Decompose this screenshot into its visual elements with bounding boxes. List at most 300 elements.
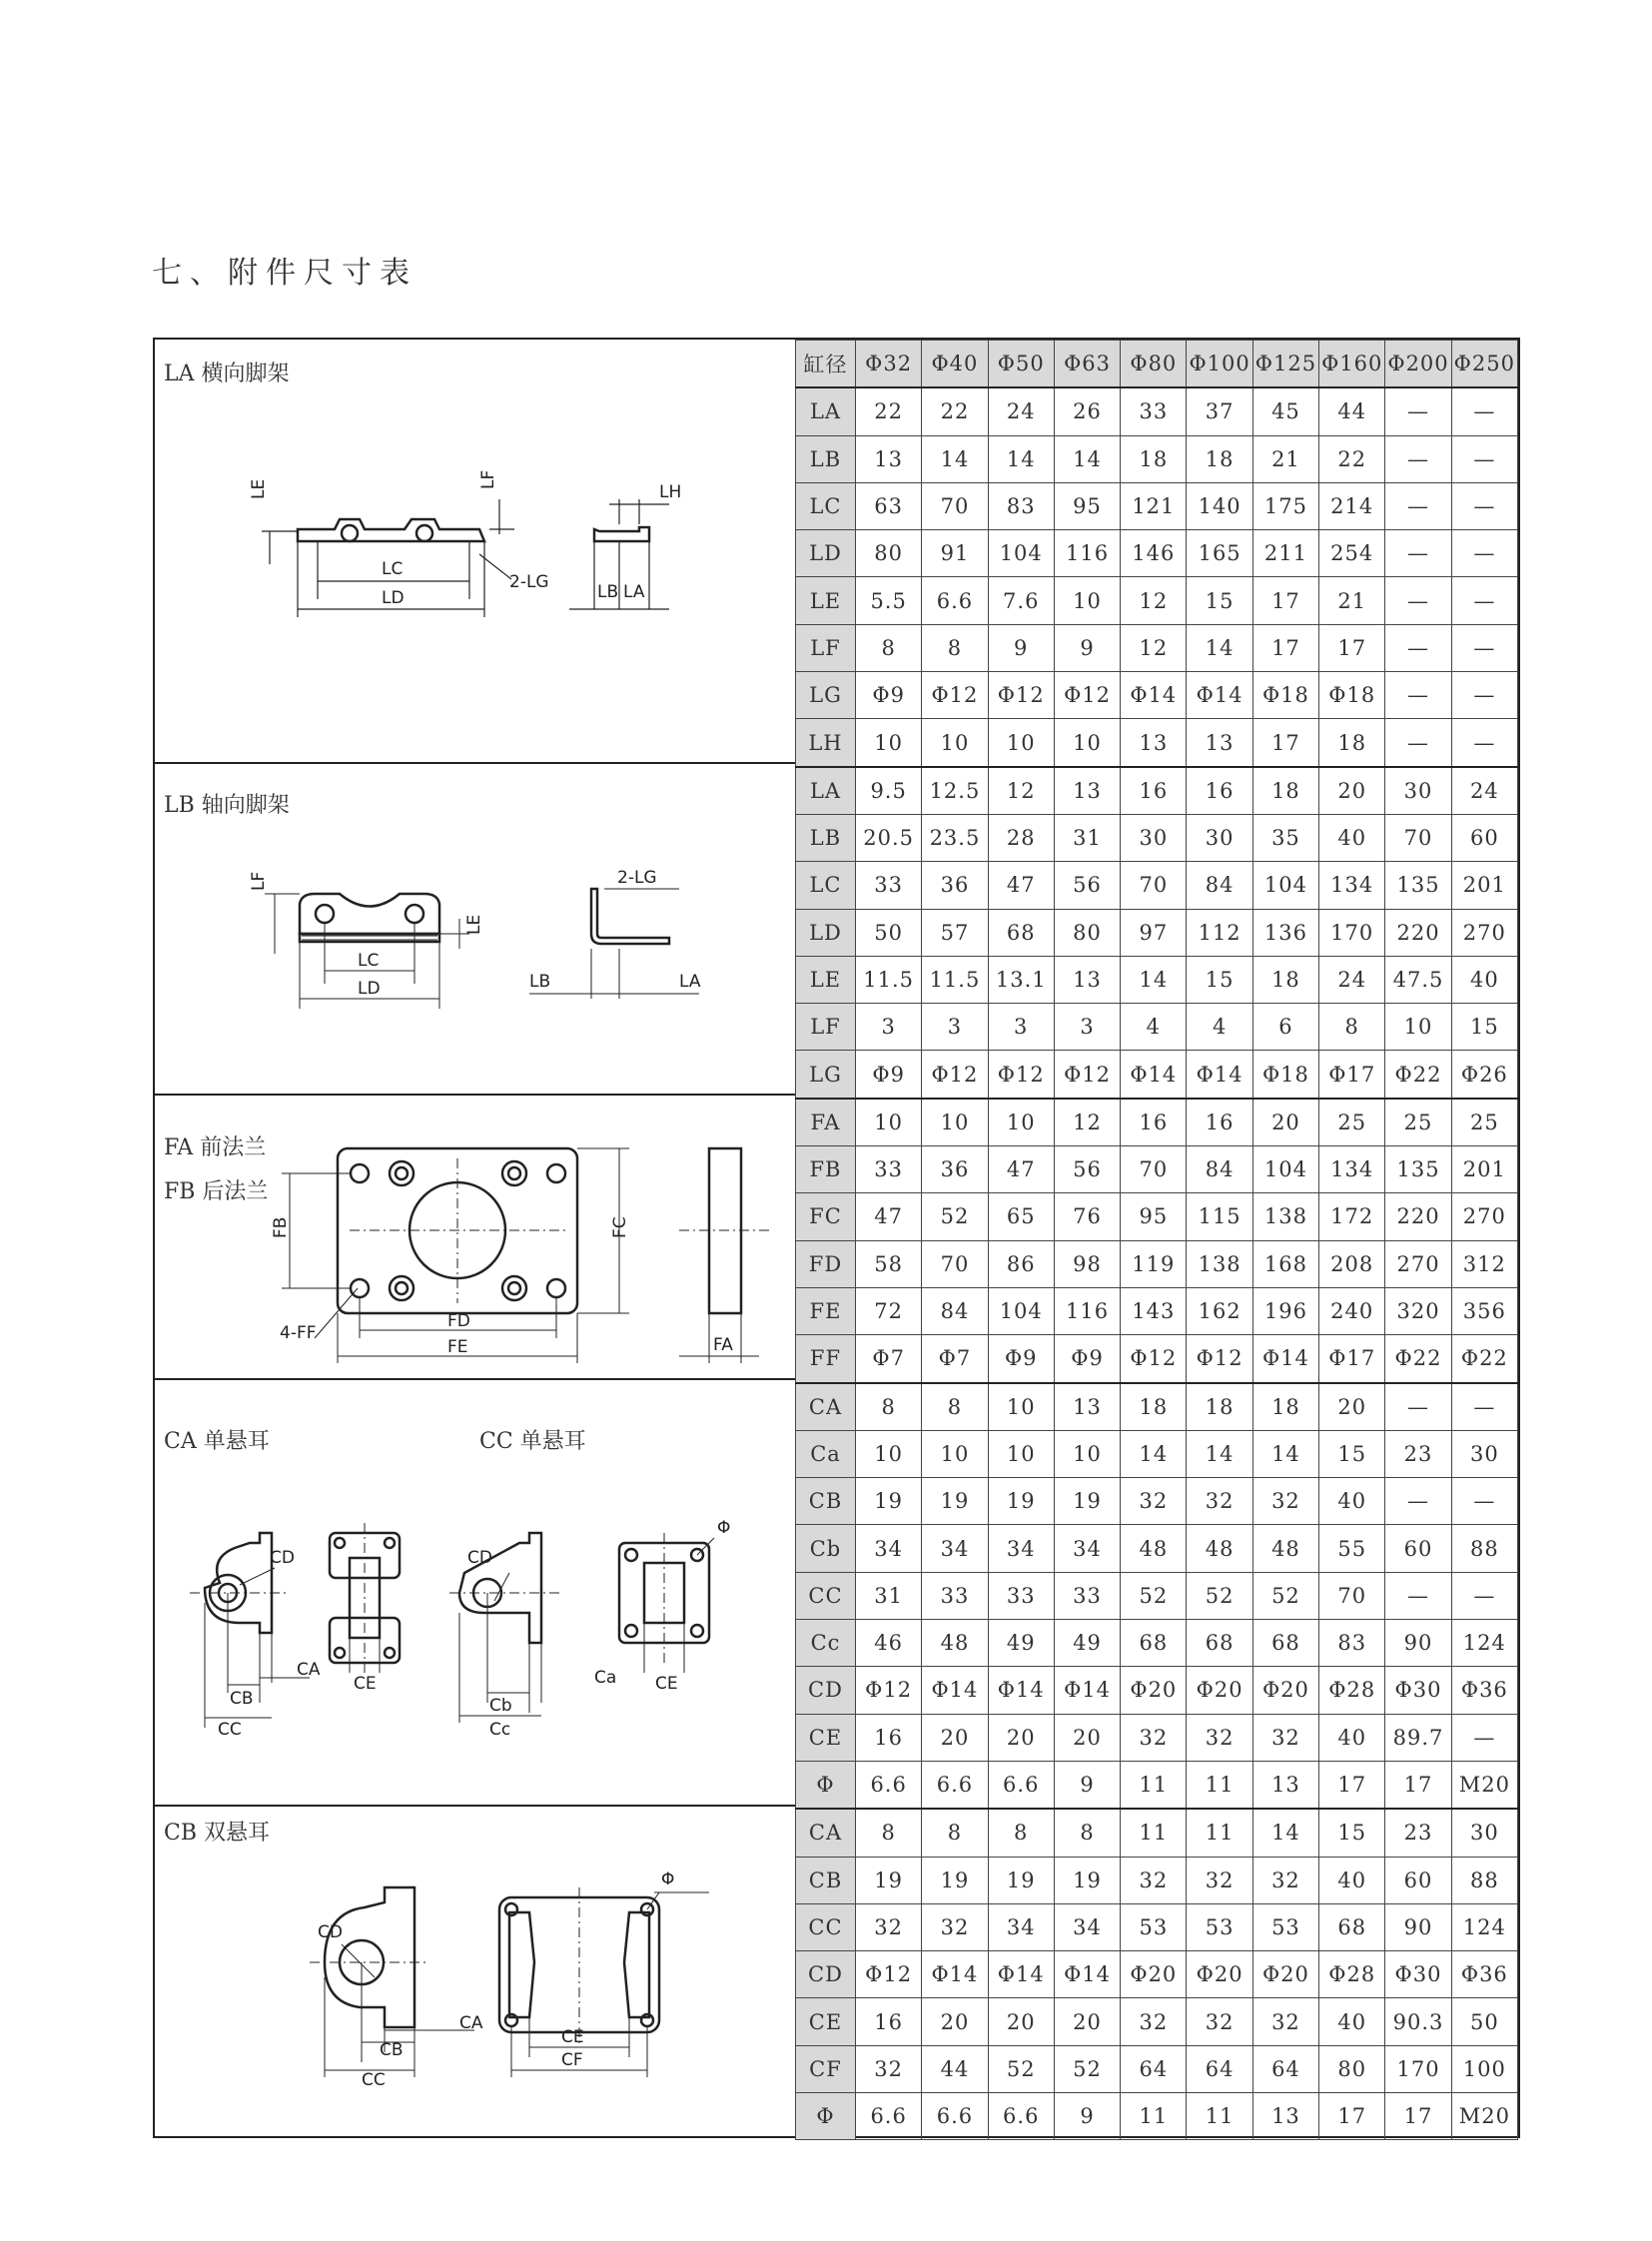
ca-dim-ce: CE	[354, 1674, 377, 1694]
table-cell: Φ26	[1451, 1051, 1517, 1099]
table-cell: 10	[1385, 1004, 1451, 1051]
lb-dim-lb: LB	[529, 972, 551, 992]
table-cell: Φ20	[1252, 1951, 1318, 1998]
row-label: CD	[796, 1951, 856, 1998]
table-cell: 14	[1187, 624, 1252, 671]
row-label: CA	[796, 1383, 856, 1431]
flange-dim-fe: FE	[447, 1337, 468, 1357]
table-cell: 20	[1054, 1998, 1120, 2045]
table-cell: 34	[1054, 1903, 1120, 1950]
table-cell: 53	[1121, 1903, 1187, 1950]
table-row	[796, 2045, 1518, 2092]
table-cell: 32	[1252, 1998, 1318, 2045]
table-cell: 16	[856, 1714, 922, 1761]
table-cell: 10	[1054, 719, 1120, 767]
table-cell: 33	[856, 1146, 922, 1193]
table-cell: —	[1385, 482, 1451, 529]
flange-dim-fb: FB	[271, 1216, 291, 1238]
table-cell: 18	[1187, 435, 1252, 482]
table-row	[796, 1051, 1518, 1099]
table-cell: M20	[1451, 1761, 1517, 1809]
table-cell: 32	[1121, 1714, 1187, 1761]
lb-foot-drawing	[240, 859, 719, 1029]
table-cell: 18	[1252, 1383, 1318, 1431]
table-cell: 10	[988, 1383, 1054, 1431]
table-cell: 48	[922, 1620, 988, 1667]
table-cell: Φ36	[1451, 1667, 1517, 1714]
table-cell: 64	[1187, 2045, 1252, 2092]
table-cell: Φ14	[988, 1951, 1054, 1998]
table-cell: 138	[1252, 1193, 1318, 1240]
ca-dim-cc: CC	[218, 1720, 242, 1740]
table-cell: 90	[1385, 1903, 1451, 1950]
header-bore-cell: Φ160	[1319, 341, 1385, 388]
table-cell: Φ14	[922, 1951, 988, 1998]
table-cell: —	[1385, 1478, 1451, 1525]
table-cell: 20	[988, 1714, 1054, 1761]
table-cell: 24	[1451, 767, 1517, 815]
flange-drawing	[260, 1138, 779, 1378]
table-cell: Φ7	[856, 1335, 922, 1383]
table-cell: 19	[988, 1478, 1054, 1525]
table-cell: Φ28	[1319, 1951, 1385, 1998]
table-cell: 13	[1252, 1761, 1318, 1809]
table-cell: 3	[856, 1004, 922, 1051]
header-bore-label: 缸径	[796, 341, 856, 388]
table-cell: 146	[1121, 530, 1187, 577]
table-cell: 56	[1054, 1146, 1120, 1193]
table-cell: 112	[1187, 909, 1252, 956]
table-cell: 13	[1054, 767, 1120, 815]
table-cell: Φ14	[988, 1667, 1054, 1714]
section-title-ca: CA 单悬耳	[164, 1429, 270, 1454]
table-cell: 33	[856, 862, 922, 909]
table-cell: 17	[1252, 719, 1318, 767]
accessory-dimension-table	[795, 340, 1518, 2140]
table-cell: 170	[1385, 2045, 1451, 2092]
table-cell: Φ14	[1121, 672, 1187, 719]
flange-dim-fa: FA	[713, 1335, 733, 1355]
table-cell: 201	[1451, 862, 1517, 909]
table-cell: 84	[922, 1287, 988, 1334]
table-cell: 76	[1054, 1193, 1120, 1240]
table-cell: 17	[1252, 624, 1318, 671]
section-divider-3	[153, 1378, 795, 1380]
table-cell: 68	[1121, 1620, 1187, 1667]
table-cell: 124	[1451, 1903, 1517, 1950]
section-title-fb: FB 后法兰	[164, 1179, 269, 1204]
table-row	[796, 624, 1518, 671]
table-cell: Φ14	[1054, 1951, 1120, 1998]
row-label: CF	[796, 2045, 856, 2092]
table-cell: 52	[922, 1193, 988, 1240]
flange-dim-fc: FC	[610, 1216, 630, 1238]
table-cell: 7.6	[988, 577, 1054, 624]
row-label: CE	[796, 1998, 856, 2045]
lb-dim-lf: LF	[249, 871, 269, 891]
table-cell: Φ18	[1319, 672, 1385, 719]
table-cell: 40	[1319, 1857, 1385, 1903]
row-label: FB	[796, 1146, 856, 1193]
table-cell: 9	[1054, 2092, 1120, 2139]
table-cell: 116	[1054, 1287, 1120, 1334]
table-row	[796, 1146, 1518, 1193]
table-row	[796, 1620, 1518, 1667]
table-cell: 83	[988, 482, 1054, 529]
table-row	[796, 1809, 1518, 1857]
table-cell: 170	[1319, 909, 1385, 956]
table-cell: 30	[1187, 814, 1252, 861]
table-cell: 56	[1054, 862, 1120, 909]
header-bore-cell: Φ50	[988, 341, 1054, 388]
table-cell: 36	[922, 1146, 988, 1193]
table-cell: 21	[1319, 577, 1385, 624]
table-cell: 20	[922, 1998, 988, 2045]
row-label: Cb	[796, 1525, 856, 1572]
table-cell: 15	[1187, 577, 1252, 624]
table-cell: 356	[1451, 1287, 1517, 1334]
table-cell: 68	[988, 909, 1054, 956]
table-cell: 10	[1054, 1430, 1120, 1477]
table-cell: 14	[988, 435, 1054, 482]
table-cell: —	[1451, 530, 1517, 577]
table-cell: 26	[1054, 387, 1120, 435]
table-cell: 31	[1054, 814, 1120, 861]
table-cell: 32	[1252, 1714, 1318, 1761]
table-cell: 52	[988, 2045, 1054, 2092]
table-cell: 104	[988, 530, 1054, 577]
table-cell: 34	[1054, 1525, 1120, 1572]
row-label: LE	[796, 577, 856, 624]
table-cell: —	[1451, 1572, 1517, 1619]
table-cell: Φ30	[1385, 1951, 1451, 1998]
table-cell: 4	[1187, 1004, 1252, 1051]
lb-dim-le: LE	[464, 914, 484, 935]
table-cell: 17	[1252, 577, 1318, 624]
cc-dim-ce: CE	[655, 1674, 678, 1694]
table-cell: 13	[1121, 719, 1187, 767]
row-label: CE	[796, 1714, 856, 1761]
table-cell: 175	[1252, 482, 1318, 529]
table-cell: —	[1451, 719, 1517, 767]
table-cell: —	[1385, 672, 1451, 719]
table-cell: 19	[1054, 1857, 1120, 1903]
table-cell: 80	[1054, 909, 1120, 956]
table-cell: 34	[988, 1525, 1054, 1572]
table-cell: 52	[1252, 1572, 1318, 1619]
la-dim-lb: LB	[597, 582, 619, 602]
table-cell: Φ12	[922, 1051, 988, 1099]
table-cell: 25	[1451, 1099, 1517, 1146]
table-cell: —	[1451, 1383, 1517, 1431]
row-label: LC	[796, 862, 856, 909]
table-cell: Φ9	[856, 672, 922, 719]
table-cell: 90.3	[1385, 1998, 1451, 2045]
ca-dim-ca: CA	[297, 1660, 321, 1680]
la-dim-le: LE	[249, 478, 269, 499]
table-cell: 3	[922, 1004, 988, 1051]
header-bore-cell: Φ250	[1451, 341, 1517, 388]
table-cell: Φ12	[988, 1051, 1054, 1099]
table-cell: 12.5	[922, 767, 988, 815]
table-cell: —	[1385, 577, 1451, 624]
cb-dim-cb: CB	[380, 2040, 404, 2060]
table-cell: 18	[1252, 956, 1318, 1003]
table-cell: 3	[1054, 1004, 1120, 1051]
table-cell: 104	[1252, 1146, 1318, 1193]
table-cell: Φ20	[1121, 1667, 1187, 1714]
table-cell: 6.6	[922, 1761, 988, 1809]
table-body	[796, 341, 1518, 2140]
table-cell: 22	[1319, 435, 1385, 482]
table-cell: 8	[856, 1809, 922, 1857]
table-cell: 16	[856, 1998, 922, 2045]
table-cell: —	[1451, 624, 1517, 671]
table-cell: 33	[1121, 387, 1187, 435]
table-cell: 88	[1451, 1525, 1517, 1572]
table-cell: 20	[1054, 1714, 1120, 1761]
table-cell: 13	[1054, 1383, 1120, 1431]
table-cell: —	[1385, 1383, 1451, 1431]
table-cell: Φ14	[1054, 1667, 1120, 1714]
table-cell: —	[1451, 1478, 1517, 1525]
table-cell: 6.6	[922, 577, 988, 624]
table-row	[796, 482, 1518, 529]
table-cell: Φ12	[856, 1667, 922, 1714]
table-cell: 15	[1187, 956, 1252, 1003]
table-cell: 115	[1187, 1193, 1252, 1240]
double-clevis-drawing	[300, 1853, 719, 2092]
ca-dim-cb: CB	[230, 1689, 254, 1709]
row-label: LC	[796, 482, 856, 529]
table-cell: 10	[988, 719, 1054, 767]
la-dim-la: LA	[623, 582, 645, 602]
table-cell: Φ28	[1319, 1667, 1385, 1714]
table-cell: 10	[856, 719, 922, 767]
table-row	[796, 1951, 1518, 1998]
table-cell: 15	[1451, 1004, 1517, 1051]
table-cell: Φ12	[988, 672, 1054, 719]
table-cell: —	[1451, 482, 1517, 529]
table-cell: 25	[1385, 1099, 1451, 1146]
table-cell: 60	[1385, 1857, 1451, 1903]
table-cell: —	[1451, 577, 1517, 624]
table-cell: 14	[1187, 1430, 1252, 1477]
table-cell: 18	[1121, 435, 1187, 482]
table-cell: 53	[1252, 1903, 1318, 1950]
table-cell: 32	[1121, 1857, 1187, 1903]
row-label: Ca	[796, 1430, 856, 1477]
table-cell: 19	[922, 1857, 988, 1903]
table-cell: 20	[1252, 1099, 1318, 1146]
table-cell: 47.5	[1385, 956, 1451, 1003]
table-cell: 64	[1252, 2045, 1318, 2092]
table-cell: 32	[1187, 1478, 1252, 1525]
table-cell: 12	[1054, 1099, 1120, 1146]
table-cell: 32	[1187, 1998, 1252, 2045]
table-cell: 44	[922, 2045, 988, 2092]
table-cell: —	[1451, 435, 1517, 482]
table-cell: 33	[922, 1572, 988, 1619]
table-cell: 70	[922, 482, 988, 529]
row-label: CC	[796, 1572, 856, 1619]
flange-dim-ff: 4-FF	[280, 1323, 317, 1343]
table-cell: Φ12	[922, 672, 988, 719]
table-row	[796, 1383, 1518, 1431]
table-cell: 8	[922, 624, 988, 671]
table-cell: 134	[1319, 1146, 1385, 1193]
table-cell: 32	[1252, 1857, 1318, 1903]
table-cell: 11	[1187, 1761, 1252, 1809]
table-row	[796, 1335, 1518, 1383]
section-divider-4	[153, 1805, 795, 1807]
table-cell: 40	[1319, 1714, 1385, 1761]
table-cell: 34	[856, 1525, 922, 1572]
row-label: CB	[796, 1478, 856, 1525]
table-cell: 98	[1054, 1240, 1120, 1287]
table-cell: 68	[1252, 1620, 1318, 1667]
table-cell: 32	[1187, 1857, 1252, 1903]
table-cell: 172	[1319, 1193, 1385, 1240]
table-cell: 32	[1121, 1478, 1187, 1525]
row-label: LF	[796, 1004, 856, 1051]
table-row	[796, 1478, 1518, 1525]
table-row	[796, 1667, 1518, 1714]
table-cell: —	[1451, 387, 1517, 435]
table-cell: Φ20	[1187, 1667, 1252, 1714]
table-cell: 15	[1319, 1809, 1385, 1857]
table-cell: 48	[1252, 1525, 1318, 1572]
row-label: FE	[796, 1287, 856, 1334]
table-row	[796, 577, 1518, 624]
table-cell: 13	[1252, 2092, 1318, 2139]
table-cell: 18	[1187, 1383, 1252, 1431]
table-row	[796, 956, 1518, 1003]
table-cell: 201	[1451, 1146, 1517, 1193]
table-cell: 45	[1252, 387, 1318, 435]
table-cell: 32	[922, 1903, 988, 1950]
header-bore-cell: Φ100	[1187, 341, 1252, 388]
table-cell: 13	[856, 435, 922, 482]
table-cell: 23	[1385, 1430, 1451, 1477]
row-label: LB	[796, 435, 856, 482]
table-cell: 70	[1121, 862, 1187, 909]
table-cell: 25	[1319, 1099, 1385, 1146]
table-cell: 70	[922, 1240, 988, 1287]
table-cell: 17	[1385, 1761, 1451, 1809]
table-cell: 28	[988, 814, 1054, 861]
table-cell: Φ14	[1187, 1051, 1252, 1099]
table-cell: 9	[988, 624, 1054, 671]
table-cell: 9	[1054, 624, 1120, 671]
row-label: LD	[796, 530, 856, 577]
table-cell: 8	[988, 1809, 1054, 1857]
table-cell: 8	[856, 1383, 922, 1431]
table-cell: 49	[1054, 1620, 1120, 1667]
la-dim-lg: 2-LG	[509, 572, 549, 592]
table-cell: 10	[856, 1099, 922, 1146]
row-label: LH	[796, 719, 856, 767]
cb-dim-ce: CE	[561, 2027, 584, 2047]
table-row	[796, 814, 1518, 861]
table-cell: 134	[1319, 862, 1385, 909]
table-cell: Φ12	[1187, 1335, 1252, 1383]
table-cell: 40	[1319, 814, 1385, 861]
table-cell: 11	[1121, 1809, 1187, 1857]
table-cell: 47	[856, 1193, 922, 1240]
table-cell: 168	[1252, 1240, 1318, 1287]
table-cell: 57	[922, 909, 988, 956]
table-cell: 40	[1319, 1998, 1385, 2045]
table-cell: 84	[1187, 862, 1252, 909]
table-cell: 240	[1319, 1287, 1385, 1334]
section-title-cb: CB 双悬耳	[164, 1821, 270, 1846]
table-cell: 83	[1319, 1620, 1385, 1667]
table-header-row	[796, 341, 1518, 388]
table-cell: 16	[1187, 767, 1252, 815]
table-cell: 17	[1385, 2092, 1451, 2139]
table-cell: 13	[1054, 956, 1120, 1003]
table-cell: 9	[1054, 1761, 1120, 1809]
table-cell: Φ12	[856, 1951, 922, 1998]
table-cell: 12	[1121, 577, 1187, 624]
row-label: Φ	[796, 1761, 856, 1809]
cc-dim-ca: Ca	[594, 1668, 617, 1688]
table-cell: 196	[1252, 1287, 1318, 1334]
header-bore-cell: Φ80	[1121, 341, 1187, 388]
table-cell: Φ20	[1252, 1667, 1318, 1714]
table-cell: 65	[988, 1193, 1054, 1240]
section-divider-2	[153, 1094, 795, 1096]
table-cell: 11	[1187, 1809, 1252, 1857]
table-row	[796, 1761, 1518, 1809]
table-row	[796, 909, 1518, 956]
row-label: LB	[796, 814, 856, 861]
table-cell: 11	[1121, 2092, 1187, 2139]
table-cell: Φ9	[856, 1051, 922, 1099]
table-row	[796, 862, 1518, 909]
table-cell: 80	[856, 530, 922, 577]
row-label: CC	[796, 1903, 856, 1950]
table-cell: 135	[1385, 1146, 1451, 1193]
table-cell: 64	[1121, 2045, 1187, 2092]
table-cell: 19	[1054, 1478, 1120, 1525]
row-label: LE	[796, 956, 856, 1003]
section-title-fa: FA 前法兰	[164, 1135, 267, 1160]
table-cell: —	[1385, 387, 1451, 435]
table-row	[796, 1287, 1518, 1334]
table-cell: 121	[1121, 482, 1187, 529]
table-cell: 86	[988, 1240, 1054, 1287]
table-cell: 254	[1319, 530, 1385, 577]
table-cell: 6.6	[856, 1761, 922, 1809]
table-cell: 15	[1319, 1430, 1385, 1477]
row-label: FA	[796, 1099, 856, 1146]
table-cell: 89.7	[1385, 1714, 1451, 1761]
table-cell: Φ18	[1252, 1051, 1318, 1099]
lb-dim-lc: LC	[358, 951, 380, 971]
table-cell: 143	[1121, 1287, 1187, 1334]
table-row	[796, 1240, 1518, 1287]
table-cell: 60	[1451, 814, 1517, 861]
table-cell: Φ36	[1451, 1951, 1517, 1998]
table-cell: 20.5	[856, 814, 922, 861]
table-cell: 30	[1451, 1430, 1517, 1477]
la-dim-lf: LF	[478, 469, 498, 489]
row-label: FC	[796, 1193, 856, 1240]
table-cell: 60	[1385, 1525, 1451, 1572]
row-label: Φ	[796, 2092, 856, 2139]
